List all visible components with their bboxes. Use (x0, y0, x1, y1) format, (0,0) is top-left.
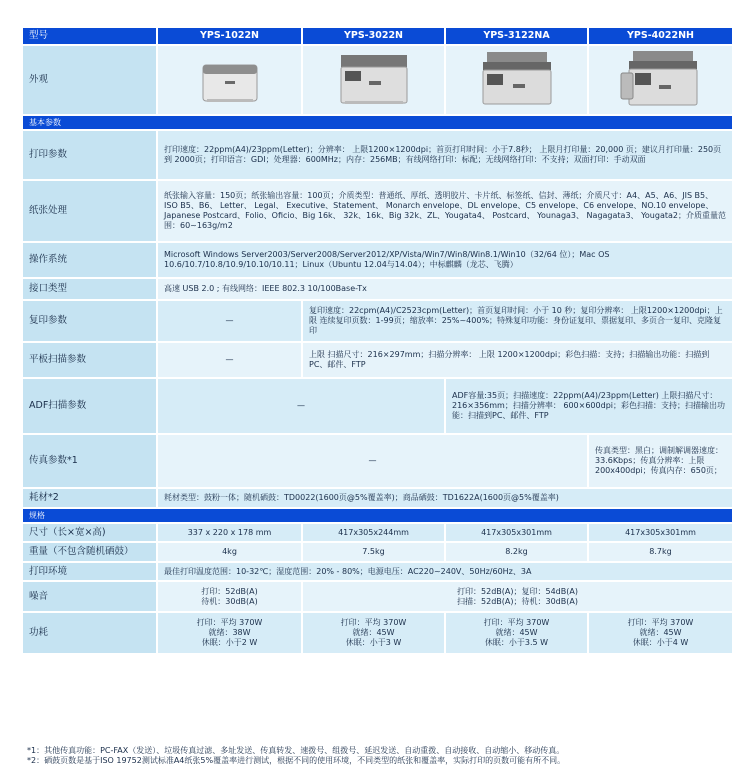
row-value: 传真类型：黑白；调制解调器速度：33.6Kbps；传真分辨率：上限 200x400dpi；传真内存：650页； (589, 435, 732, 487)
power-line: 就绪：45W (495, 628, 538, 637)
row-value: ADF容量:35页；扫描速度：22ppm(A4)/23ppm(Letter) 上限扫描尺寸：216×356mm；扫描分辨率： 600×600dpi；彩色扫描：支持；扫描输出功能：扫描到PC、邮件、FTP (446, 379, 732, 433)
row-label: 传真参数*1 (23, 435, 156, 487)
size-value: 417x305x244mm (303, 524, 444, 541)
supplies-row (23, 489, 732, 507)
weight-value: 4kg (158, 543, 301, 561)
power-value (303, 613, 444, 653)
printer-image-3 (446, 46, 587, 114)
model-name: YPS-3022N (303, 28, 444, 44)
power-value (158, 613, 301, 653)
not-available-cell: — (158, 301, 301, 341)
size-value: 417x305x301mm (589, 524, 732, 541)
model-name: YPS-3122NA (446, 28, 587, 44)
model-header-label: 型号 (23, 28, 156, 44)
power-line: 打印：平均 370W (340, 618, 407, 627)
row-label: 接口类型 (23, 279, 156, 299)
row-value: 纸张输入容量：150页；纸张输出容量：100页；介质类型：普通纸、厚纸、透明胶片、卡片纸、标签纸、信封、薄纸；介质尺寸：A4、A5、A6、JIS B5、ISO B5、B6、 Letter、 Legal、 Executive、Statement、 Monarch envelope、DL envelope、C5 envelope、C6 envelope、NO.10 envelope、 Japanese Postcard、Folio、Oficio、Big 16k、 32k、16k、Big 32k、ZL、Yougata4、 Postcard、 Younaga3、 Nagagata3、 Yougata2；介质重量范围：60~163g/m2 (158, 181, 732, 241)
not-available-cell: — (158, 435, 587, 487)
power-row (23, 613, 732, 653)
appearance-label: 外观 (23, 46, 156, 114)
noise-line: 扫描：52dB(A)；待机：30dB(A) (457, 596, 578, 606)
row-label: 重量（不包含随机硒鼓） (23, 543, 156, 561)
interface-row (23, 279, 732, 299)
row-label: 噪音 (23, 582, 156, 611)
copy-row (23, 301, 732, 341)
row-label: 打印环境 (23, 563, 156, 580)
weight-value: 8.7kg (589, 543, 732, 561)
power-line: 就绪：38W (208, 628, 251, 637)
row-label: ADF扫描参数 (23, 379, 156, 433)
footnote-2: *2：硒鼓页数是基于ISO 19752测试标准A4纸张5%覆盖率进行测试，根据不同的使用环境，不同类型的纸张和覆盖率，实际打印的页数可能有所不同。 (27, 756, 566, 765)
power-line: 打印：平均 370W (627, 618, 694, 627)
appearance-row (23, 46, 732, 114)
printer-icon (619, 49, 703, 111)
spec-table (21, 26, 734, 655)
row-label: 打印参数 (23, 131, 156, 179)
footnotes (27, 746, 737, 766)
row-label: 复印参数 (23, 301, 156, 341)
not-available-cell: — (158, 379, 444, 433)
printer-icon (335, 51, 413, 109)
printer-image-4 (589, 46, 732, 114)
power-line: 就绪：45W (639, 628, 682, 637)
model-name: YPS-1022N (158, 28, 301, 44)
power-line: 打印：平均 370W (196, 618, 263, 627)
footnote-1: *1：其他传真功能：PC-FAX（发送）、垃圾传真过滤、多址发送、传真转发、速拨号、组拨号、延迟发送、自动重拨、自动接收、自动缩小、移动传真。 (27, 746, 565, 755)
noise-row (23, 582, 732, 611)
section-title: 规格 (23, 509, 732, 522)
weight-value: 7.5kg (303, 543, 444, 561)
noise-value-1022 (158, 582, 301, 611)
size-value: 337 x 220 x 178 mm (158, 524, 301, 541)
model-name: YPS-4022NH (589, 28, 732, 44)
printer-icon (195, 53, 265, 107)
os-row (23, 243, 732, 277)
row-label: 耗材*2 (23, 489, 156, 507)
model-header-row (23, 28, 732, 44)
power-line: 就绪：45W (352, 628, 395, 637)
row-value: 高速 USB 2.0 ; 有线网络：IEEE 802.3 10/100Base-Tx (158, 279, 732, 299)
env-row (23, 563, 732, 580)
row-value: Microsoft Windows Server2003/Server2008/Server2012/XP/Vista/Win7/Win8/Win8.1/Win10（32/64 位）；Mac OS 10.6/10.7/10.8/10.9/10.10/10.11；Linux（Ubuntu 12.04与14.04）；中标麒麟（龙芯、飞腾） (158, 243, 732, 277)
row-value: 耗材类型：鼓粉一体；随机硒鼓：TD0022(1600页@5%覆盖率)；商品硒鼓：TD1622A(1600页@5%覆盖率) (158, 489, 732, 507)
row-label: 纸张处理 (23, 181, 156, 241)
power-line: 休眠：小于4 W (632, 638, 689, 647)
row-value: 打印速度：22ppm(A4)/23ppm(Letter)；分辨率： 上限1200×1200dpi；首页打印时间：小于7.8秒； 上限月打印量：20,000 页；建议月打印量：250页 到 2000页；打印语言：GDI；处理器：600MHz；内存：256MB；有线网络打印：标配；无线网络打印：不支持；双面打印：手动双面 (158, 131, 732, 179)
section-spec (23, 509, 732, 522)
row-label: 功耗 (23, 613, 156, 653)
weight-row (23, 543, 732, 561)
noise-line: 打印：52dB(A) (201, 586, 258, 596)
row-label: 尺寸（长×宽×高) (23, 524, 156, 541)
noise-line: 打印：52dB(A)；复印：54dB(A) (457, 586, 578, 596)
weight-value: 8.2kg (446, 543, 587, 561)
row-label: 操作系统 (23, 243, 156, 277)
size-value: 417x305x301mm (446, 524, 587, 541)
paper-row (23, 181, 732, 241)
printer-image-1 (158, 46, 301, 114)
power-value (446, 613, 587, 653)
noise-line: 待机：30dB(A) (201, 596, 258, 606)
row-value: 最佳打印温度范围：10-32℃；湿度范围：20% - 80%；电源电压：AC220~240V、50Hz/60Hz、3A (158, 563, 732, 580)
section-basic (23, 116, 732, 129)
printer-icon (477, 50, 557, 110)
power-line: 休眠：小于3 W (345, 638, 402, 647)
section-title: 基本参数 (23, 116, 732, 129)
flatbed-row (23, 343, 732, 377)
row-value: 复印速度：22cpm(A4)/C2523cpm(Letter)；首页复印时间：小于 10 秒；复印分辨率： 上限1200×1200dpi；上限 连续复印页数：1-99页；缩放率：25%~400%；特殊复印功能：身份证复印、票据复印、多页合一复印、克隆复印 (303, 301, 732, 341)
print-row (23, 131, 732, 179)
power-value (589, 613, 732, 653)
not-available-cell: — (158, 343, 301, 377)
row-value: 上限 扫描尺寸：216×297mm；扫描分辨率： 上限 1200×1200dpi；彩色扫描：支持；扫描输出功能：扫描到PC、邮件、FTP (303, 343, 732, 377)
power-line: 休眠：小于3.5 W (484, 638, 549, 647)
adf-row (23, 379, 732, 433)
row-label: 平板扫描参数 (23, 343, 156, 377)
printer-image-2 (303, 46, 444, 114)
power-line: 打印：平均 370W (483, 618, 550, 627)
power-line: 休眠：小于2 W (201, 638, 258, 647)
size-row (23, 524, 732, 541)
fax-row (23, 435, 732, 487)
noise-value-others (303, 582, 732, 611)
